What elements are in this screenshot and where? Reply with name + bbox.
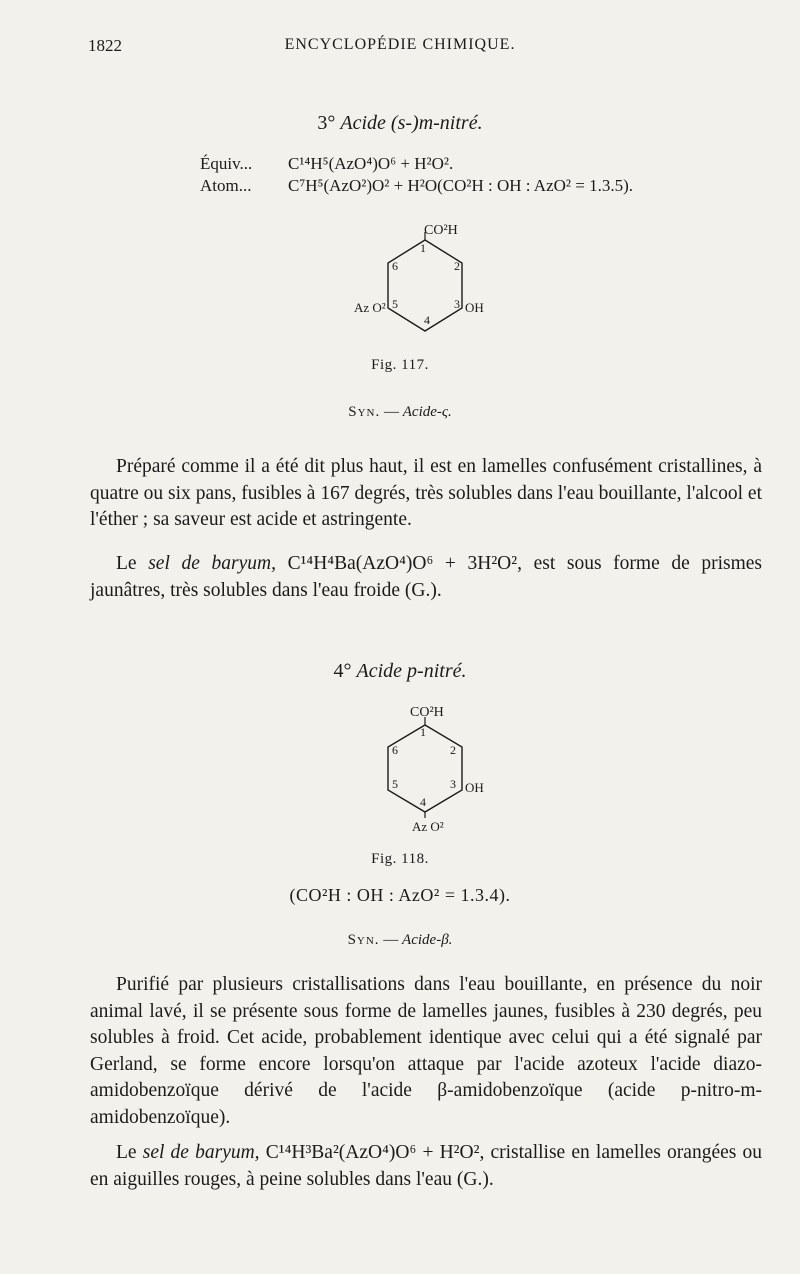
syn-value: Acide-ς.: [402, 404, 452, 420]
position-5: 5: [392, 297, 398, 311]
section-title: Acide (s-)m-nitré.: [340, 112, 483, 134]
synonym-line-3: [0, 404, 800, 421]
figure-caption-117: Fig. 117.: [371, 357, 429, 373]
molecule-diagram-117: [340, 218, 510, 348]
position-3: 3: [450, 777, 456, 791]
synonym-line-4: [0, 932, 800, 949]
position-5: 5: [392, 777, 398, 791]
position-formula: (CO²H : OH : AzO² = 1.3.4).: [289, 885, 511, 905]
syn-label: Syn.: [347, 932, 380, 948]
paragraph-barium-salt-para: [90, 1140, 762, 1193]
left-group-label: Az O²: [354, 300, 386, 315]
position-6: 6: [392, 259, 398, 273]
running-title: ENCYCLOPÉDIE CHIMIQUE.: [284, 36, 516, 53]
para-lead: Le: [116, 1142, 137, 1163]
equiv-label: Équiv...: [200, 154, 253, 173]
equiv-formula: C¹⁴H⁵(AzO⁴)O⁶ + H²O².: [288, 154, 454, 173]
section-number: 4°: [333, 660, 352, 682]
position-1: 1: [420, 241, 426, 255]
para-formula: C¹⁴H³Ba²(AzO⁴)O⁶ + H²O²,: [265, 1142, 485, 1163]
para-lead: Le: [116, 553, 137, 574]
atom-formula: C⁷H⁵(AzO²)O² + H²O(CO²H : OH : AzO² = 1.3.5).: [288, 176, 634, 195]
position-3: 3: [454, 297, 460, 311]
paragraph-barium-salt-meta: [90, 551, 762, 604]
para-rest: cristallise en lamelles orangées ou en aiguilles rouges, à peine solubles dans l'eau (G.).: [90, 1142, 762, 1190]
syn-dash: —: [384, 404, 399, 420]
position-2: 2: [454, 259, 460, 273]
page-number: 1822: [88, 36, 122, 55]
position-1: 1: [420, 725, 426, 739]
section-title: Acide p-nitré.: [356, 660, 467, 682]
para-formula: C¹⁴H⁴Ba(AzO⁴)O⁶ + 3H²O²,: [287, 553, 522, 574]
section-number: 3°: [317, 112, 336, 134]
bottom-group-label: Az O²: [412, 819, 444, 834]
top-group-label: CO²H: [410, 705, 444, 720]
position-4: 4: [420, 795, 426, 809]
syn-dash: —: [383, 932, 399, 948]
paragraph-properties-para: Purifié par plusieurs cristallisations dans l'eau bouillante, en présence du noir animal lavé, il se présente sous forme de lamelles jaunes, fusibles à 230 degrés, peu solubles à froid. Cet acide, probablement identique avec celui qui a été signalé par Gerland, se forme encore lorsqu'on attaque par l'acide azoteux l'acide diazo-amidobenzoïque dérivé de l'acide β-amidobenzoïque (acide p-nitro-m-amidobenzoïque).: [90, 974, 762, 1128]
section-heading-3: [0, 112, 800, 135]
para-italic: sel de baryum,: [148, 553, 276, 574]
atom-row: [200, 176, 633, 196]
position-4: 4: [424, 313, 430, 327]
para-italic: sel de baryum,: [142, 1142, 260, 1163]
para-rest: est sous forme de prismes jaunâtres, très solubles dans l'eau froide (G.).: [90, 553, 763, 601]
right-group-label: OH: [465, 300, 484, 315]
molecule-diagram-118: [340, 700, 510, 835]
position-2: 2: [450, 743, 456, 757]
section-heading-4: [0, 660, 800, 683]
position-6: 6: [392, 743, 398, 757]
paragraph-properties-meta: Préparé comme il a été dit plus haut, il est en lamelles confusément cristallines, à quatre ou six pans, fusibles à 167 degrés, très solubles dans l'eau bouillante, l'alcool et l'éther ; sa saveur est acide et astringente.: [90, 456, 762, 530]
syn-label: Syn.: [348, 404, 381, 420]
equiv-row: [200, 154, 453, 174]
top-group-label: CO²H: [424, 223, 458, 238]
figure-caption-118: Fig. 118.: [371, 851, 429, 867]
syn-value: Acide-β.: [402, 932, 453, 948]
atom-label: Atom...: [200, 176, 252, 195]
right-group-label: OH: [465, 780, 484, 795]
